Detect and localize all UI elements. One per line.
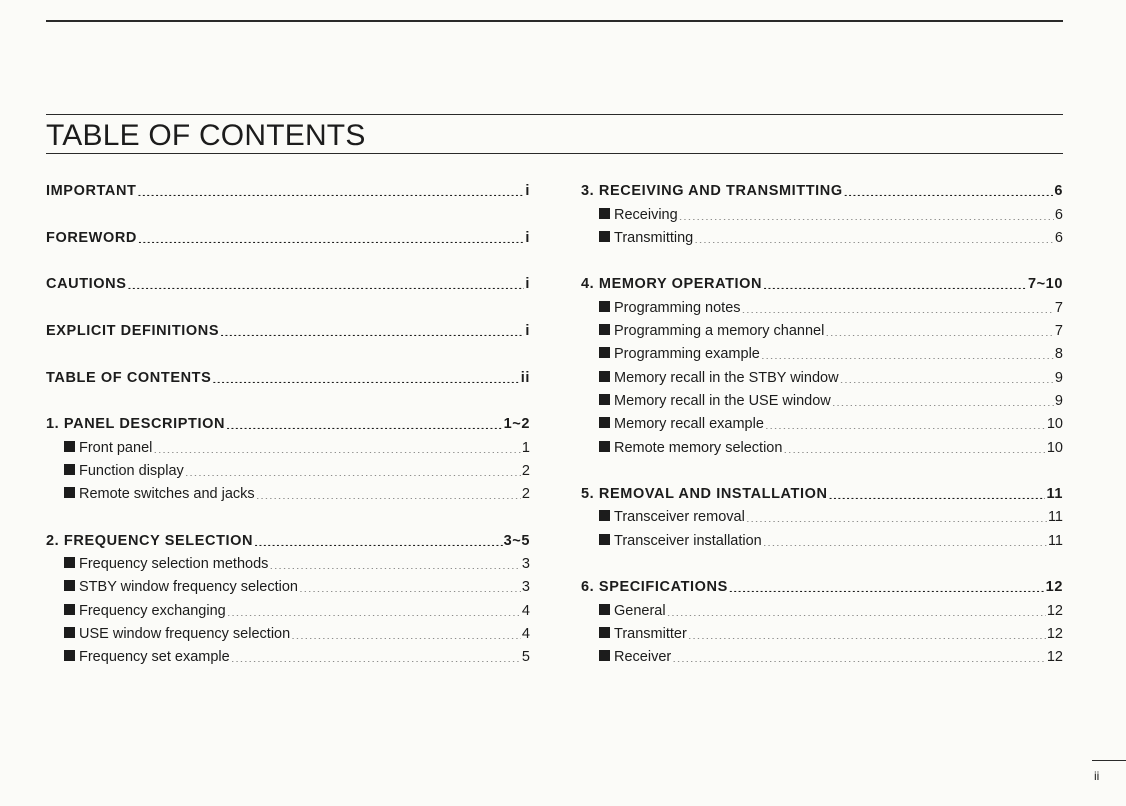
- toc-entry-label: [64, 486, 255, 502]
- square-bullet-icon: [64, 464, 75, 475]
- toc-entry-text: STBY window frequency selection: [79, 579, 298, 596]
- toc-page-number: 11: [1047, 532, 1063, 549]
- toc-entry-label: [581, 486, 828, 502]
- square-bullet-icon: [599, 417, 610, 428]
- square-bullet-icon: [64, 604, 75, 615]
- toc-entry-text: Frequency selection methods: [79, 556, 269, 573]
- toc-page-number: 1: [521, 439, 530, 456]
- toc-entry-text: Transmitting: [614, 229, 694, 246]
- toc-page-number: i: [525, 229, 530, 246]
- dot-leader: [761, 345, 1054, 360]
- toc-entry-text: Programming notes: [614, 299, 741, 316]
- toc-entry-label: [64, 603, 226, 619]
- toc-entry-label: [46, 416, 225, 432]
- toc-entry-label: [46, 323, 219, 339]
- toc-gap: [581, 456, 1063, 479]
- toc-entry-label: [64, 626, 290, 642]
- toc-page-number: 12: [1046, 602, 1063, 619]
- dot-leader: [832, 391, 1054, 406]
- dot-leader: [694, 228, 1054, 243]
- toc-entry-text: General: [614, 602, 666, 619]
- toc-page-number: i: [525, 183, 530, 200]
- toc-entry-text: Front panel: [79, 439, 153, 456]
- footer-rule: [1092, 760, 1126, 761]
- square-bullet-icon: [599, 324, 610, 335]
- dot-leader: [128, 275, 525, 290]
- toc-subsection-entry[interactable]: [581, 432, 1063, 455]
- square-bullet-icon: [599, 231, 610, 242]
- toc-entry-text: 4. MEMORY OPERATION: [581, 276, 763, 293]
- dot-leader: [672, 648, 1046, 663]
- toc-page-number: 11: [1047, 509, 1063, 526]
- toc-entry-text: TABLE OF CONTENTS: [46, 369, 212, 386]
- dot-leader: [226, 415, 503, 430]
- square-bullet-icon: [599, 347, 610, 358]
- toc-entry-text: CAUTIONS: [46, 276, 127, 293]
- toc-entry-label: [599, 370, 839, 386]
- toc-section-entry[interactable]: [46, 269, 530, 292]
- toc-entry-label: [581, 579, 728, 595]
- toc-entry-text: 1. PANEL DESCRIPTION: [46, 416, 226, 433]
- square-bullet-icon: [64, 441, 75, 452]
- toc-page-number: ii: [520, 369, 530, 386]
- square-bullet-icon: [599, 371, 610, 382]
- toc-gap: [581, 549, 1063, 572]
- toc-section-entry[interactable]: [46, 316, 530, 339]
- toc-subsection-entry[interactable]: [46, 619, 530, 642]
- square-bullet-icon: [599, 604, 610, 615]
- toc-gap: [46, 199, 530, 222]
- dot-leader: [254, 531, 502, 546]
- square-bullet-icon: [599, 301, 610, 312]
- title-bottom-rule: [46, 153, 1063, 154]
- toc-page-number: 10: [1046, 439, 1063, 456]
- title-top-rule: [46, 114, 1063, 115]
- square-bullet-icon: [64, 557, 75, 568]
- square-bullet-icon: [599, 394, 610, 405]
- toc-section-entry[interactable]: [581, 269, 1063, 292]
- toc-entry-label: [64, 463, 184, 479]
- toc-entry-text: Transmitter: [614, 625, 687, 642]
- dot-leader: [153, 438, 521, 453]
- toc-right-column: [581, 176, 1063, 665]
- toc-page-number: i: [525, 276, 530, 293]
- toc-subsection-entry[interactable]: [581, 316, 1063, 339]
- toc-subsection-entry[interactable]: [46, 642, 530, 665]
- toc-section-entry[interactable]: [46, 525, 530, 548]
- dot-leader: [212, 368, 519, 383]
- toc-page-number: 7~10: [1027, 276, 1063, 293]
- toc-page-number: 9: [1054, 392, 1063, 409]
- dot-leader: [138, 228, 524, 243]
- dot-leader: [269, 555, 521, 570]
- toc-section-entry[interactable]: [581, 572, 1063, 595]
- toc-entry-label: [599, 603, 666, 619]
- toc-entry-label: [46, 183, 137, 199]
- toc-subsection-entry[interactable]: [581, 339, 1063, 362]
- toc-entry-label: [46, 276, 127, 292]
- toc-entry-text: Frequency set example: [79, 649, 230, 666]
- toc-page-number: 6: [1054, 183, 1063, 200]
- toc-page-number: 9: [1054, 369, 1063, 386]
- toc-entry-label: [64, 649, 230, 665]
- toc-gap: [46, 246, 530, 269]
- toc-page-number: 7: [1054, 323, 1063, 340]
- toc-subsection-entry[interactable]: [581, 362, 1063, 385]
- toc-page-number: i: [525, 323, 530, 340]
- dot-leader: [840, 368, 1054, 383]
- toc-gap: [46, 292, 530, 315]
- toc-entry-text: 6. SPECIFICATIONS: [581, 579, 728, 596]
- dot-leader: [256, 485, 521, 500]
- page-title: TABLE OF CONTENTS: [46, 119, 366, 152]
- toc-page-number: 12: [1046, 625, 1063, 642]
- toc-page-number: 10: [1046, 416, 1063, 433]
- toc-page-number: 3: [521, 556, 530, 573]
- toc-page-number: 3~5: [503, 532, 530, 549]
- toc-subsection-entry[interactable]: [581, 292, 1063, 315]
- toc-entry-label: [599, 440, 782, 456]
- toc-entry-label: [599, 649, 671, 665]
- dot-leader: [667, 601, 1046, 616]
- toc-page-number: 7: [1054, 299, 1063, 316]
- toc-entry-label: [599, 533, 762, 549]
- toc-page-number: 5: [521, 649, 530, 666]
- toc-entry-label: [64, 440, 152, 456]
- toc-entry-text: Transceiver removal: [614, 509, 745, 526]
- toc-subsection-entry[interactable]: [581, 409, 1063, 432]
- toc-left-column: [46, 176, 530, 665]
- toc-entry-text: 5. REMOVAL AND INSTALLATION: [581, 486, 828, 503]
- toc-subsection-entry[interactable]: [46, 479, 530, 502]
- dot-leader: [688, 624, 1046, 639]
- dot-leader: [729, 578, 1045, 593]
- toc-entry-label: [599, 300, 741, 316]
- dot-leader: [763, 531, 1047, 546]
- dot-leader: [783, 438, 1045, 453]
- toc-subsection-entry[interactable]: [46, 572, 530, 595]
- toc-entry-label: [46, 533, 253, 549]
- dot-leader: [829, 485, 1046, 500]
- toc-entry-text: 2. FREQUENCY SELECTION: [46, 532, 254, 549]
- square-bullet-icon: [64, 580, 75, 591]
- dot-leader: [825, 322, 1054, 337]
- toc-gap: [46, 339, 530, 362]
- toc-subsection-entry[interactable]: [581, 502, 1063, 525]
- dot-leader: [765, 415, 1046, 430]
- toc-entry-label: [581, 276, 762, 292]
- toc-page-number: 2: [521, 486, 530, 503]
- square-bullet-icon: [64, 487, 75, 498]
- toc-subsection-entry[interactable]: [581, 525, 1063, 548]
- toc-page-number: 12: [1045, 579, 1063, 596]
- toc-entry-text: FOREWORD: [46, 229, 137, 246]
- toc-entry-text: Receiver: [614, 649, 672, 666]
- square-bullet-icon: [64, 627, 75, 638]
- dot-leader: [763, 275, 1027, 290]
- toc-section-entry[interactable]: [581, 479, 1063, 502]
- toc-entry-text: Programming example: [614, 346, 760, 363]
- toc-entry-text: Receiving: [614, 206, 678, 223]
- toc-entry-text: Memory recall in the USE window: [614, 392, 831, 409]
- toc-entry-label: [599, 509, 745, 525]
- dot-leader: [220, 322, 524, 337]
- toc-page-number: 6: [1054, 229, 1063, 246]
- square-bullet-icon: [599, 627, 610, 638]
- toc-entry-text: 3. RECEIVING AND TRANSMITTING: [581, 183, 843, 200]
- toc-entry-label: [581, 183, 843, 199]
- toc-entry-text: USE window frequency selection: [79, 625, 291, 642]
- dot-leader: [231, 648, 521, 663]
- toc-entry-text: Frequency exchanging: [79, 602, 226, 619]
- toc-entry-label: [599, 626, 687, 642]
- page-number: ii: [1094, 769, 1100, 783]
- toc-subsection-entry[interactable]: [581, 642, 1063, 665]
- toc-section-entry[interactable]: [46, 176, 530, 199]
- dot-leader: [291, 624, 521, 639]
- square-bullet-icon: [599, 650, 610, 661]
- toc-entry-label: [599, 416, 764, 432]
- toc-entry-label: [599, 323, 824, 339]
- toc-entry-label: [599, 346, 760, 362]
- dot-leader: [746, 508, 1047, 523]
- toc-page-number: 3: [521, 579, 530, 596]
- toc-page-number: 8: [1054, 346, 1063, 363]
- toc-entry-text: Memory recall in the STBY window: [614, 369, 839, 386]
- dot-leader: [844, 182, 1054, 197]
- toc-page-number: 6: [1054, 206, 1063, 223]
- toc-gap: [581, 246, 1063, 269]
- toc-section-entry[interactable]: [581, 176, 1063, 199]
- toc-page-number: 4: [521, 625, 530, 642]
- toc-entry-text: Memory recall example: [614, 416, 764, 433]
- top-rule: [46, 20, 1063, 22]
- toc-page-number: 1~2: [503, 416, 530, 433]
- toc-page-number: 12: [1046, 649, 1063, 666]
- toc-entry-text: Remote memory selection: [614, 439, 783, 456]
- toc-subsection-entry[interactable]: [46, 549, 530, 572]
- toc-entry-label: [64, 556, 268, 572]
- toc-page-number: 11: [1046, 486, 1063, 503]
- toc-entry-text: Function display: [79, 462, 184, 479]
- toc-page-number: 4: [521, 602, 530, 619]
- dot-leader: [299, 578, 521, 593]
- dot-leader: [138, 182, 525, 197]
- square-bullet-icon: [64, 650, 75, 661]
- square-bullet-icon: [599, 510, 610, 521]
- toc-entry-label: [64, 579, 298, 595]
- toc-page-number: 2: [521, 462, 530, 479]
- square-bullet-icon: [599, 208, 610, 219]
- toc-entry-label: [599, 230, 693, 246]
- toc-entry-label: [46, 370, 211, 386]
- toc-entry-text: IMPORTANT: [46, 183, 137, 200]
- toc-subsection-entry[interactable]: [46, 432, 530, 455]
- toc-subsection-entry[interactable]: [581, 223, 1063, 246]
- toc-entry-text: EXPLICIT DEFINITIONS: [46, 323, 220, 340]
- toc-subsection-entry[interactable]: [581, 199, 1063, 222]
- toc-subsection-entry[interactable]: [581, 386, 1063, 409]
- dot-leader: [742, 298, 1054, 313]
- toc-entry-text: Transceiver installation: [614, 532, 762, 549]
- toc-subsection-entry[interactable]: [581, 619, 1063, 642]
- toc-entry-label: [599, 207, 678, 223]
- toc-section-entry[interactable]: [46, 362, 530, 385]
- toc-section-entry[interactable]: [46, 409, 530, 432]
- toc-subsection-entry[interactable]: [46, 595, 530, 618]
- square-bullet-icon: [599, 534, 610, 545]
- dot-leader: [185, 461, 521, 476]
- toc-entry-text: Remote switches and jacks: [79, 486, 255, 503]
- toc-gap: [46, 502, 530, 525]
- dot-leader: [679, 205, 1054, 220]
- toc-subsection-entry[interactable]: [581, 595, 1063, 618]
- square-bullet-icon: [599, 441, 610, 452]
- dot-leader: [227, 601, 521, 616]
- toc-gap: [46, 386, 530, 409]
- toc-section-entry[interactable]: [46, 223, 530, 246]
- toc-entry-label: [599, 393, 831, 409]
- toc-entry-text: Programming a memory channel: [614, 323, 825, 340]
- toc-subsection-entry[interactable]: [46, 456, 530, 479]
- toc-entry-label: [46, 230, 137, 246]
